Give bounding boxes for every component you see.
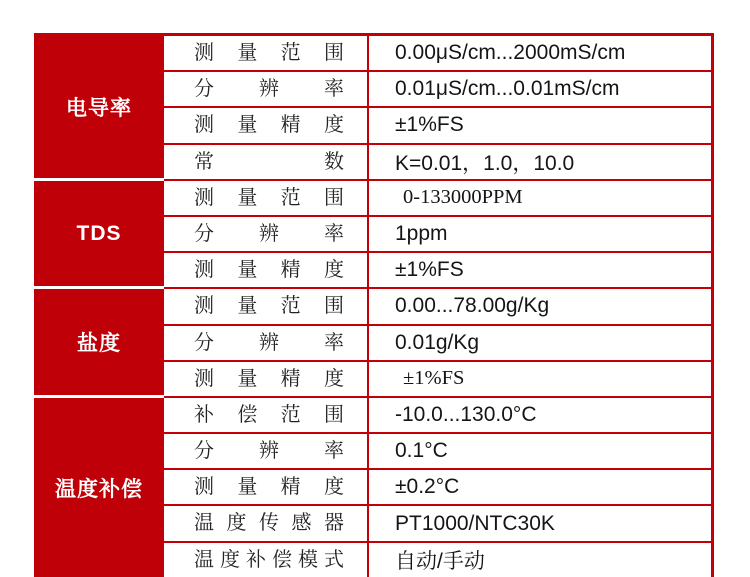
param-value: K=0.01，1.0，10.0 — [367, 145, 711, 181]
spec-table — [34, 33, 714, 577]
param-value: ±1%FS — [367, 362, 711, 398]
param-value: ±1%FS — [367, 108, 711, 144]
param-label: 测量精度 — [164, 470, 367, 506]
param-label: 温度补偿模式 — [164, 543, 367, 577]
param-label: 分辨率 — [164, 217, 367, 253]
param-value: 自动/手动 — [367, 543, 711, 577]
category-cell-tds: TDS — [34, 181, 164, 290]
param-value: ±0.2°C — [367, 470, 711, 506]
param-value: 0.00μS/cm...2000mS/cm — [367, 36, 711, 72]
param-value: 0.01g/Kg — [367, 326, 711, 362]
param-value: 1ppm — [367, 217, 711, 253]
param-value: ±1%FS — [367, 253, 711, 289]
category-cell-salinity: 盐度 — [34, 289, 164, 398]
category-cell-temp-compensation: 温度补偿 — [34, 398, 164, 577]
param-value: 0.1°C — [367, 434, 711, 470]
param-label: 温度传感器 — [164, 506, 367, 542]
param-label: 分辨率 — [164, 326, 367, 362]
param-label: 测量精度 — [164, 108, 367, 144]
param-value: 0-133000PPM — [367, 181, 711, 217]
param-label: 测量精度 — [164, 253, 367, 289]
category-cell-conductivity: 电导率 — [34, 36, 164, 181]
param-label: 测量范围 — [164, 289, 367, 325]
param-label: 测量范围 — [164, 181, 367, 217]
param-label: 补偿范围 — [164, 398, 367, 434]
param-label: 测量范围 — [164, 36, 367, 72]
param-value: PT1000/NTC30K — [367, 506, 711, 542]
param-value: -10.0...130.0°C — [367, 398, 711, 434]
param-label: 测量精度 — [164, 362, 367, 398]
param-value: 0.01μS/cm...0.01mS/cm — [367, 72, 711, 108]
param-label: 分辨率 — [164, 72, 367, 108]
param-label: 分辨率 — [164, 434, 367, 470]
param-label: 常数 — [164, 145, 367, 181]
param-value: 0.00...78.00g/Kg — [367, 289, 711, 325]
